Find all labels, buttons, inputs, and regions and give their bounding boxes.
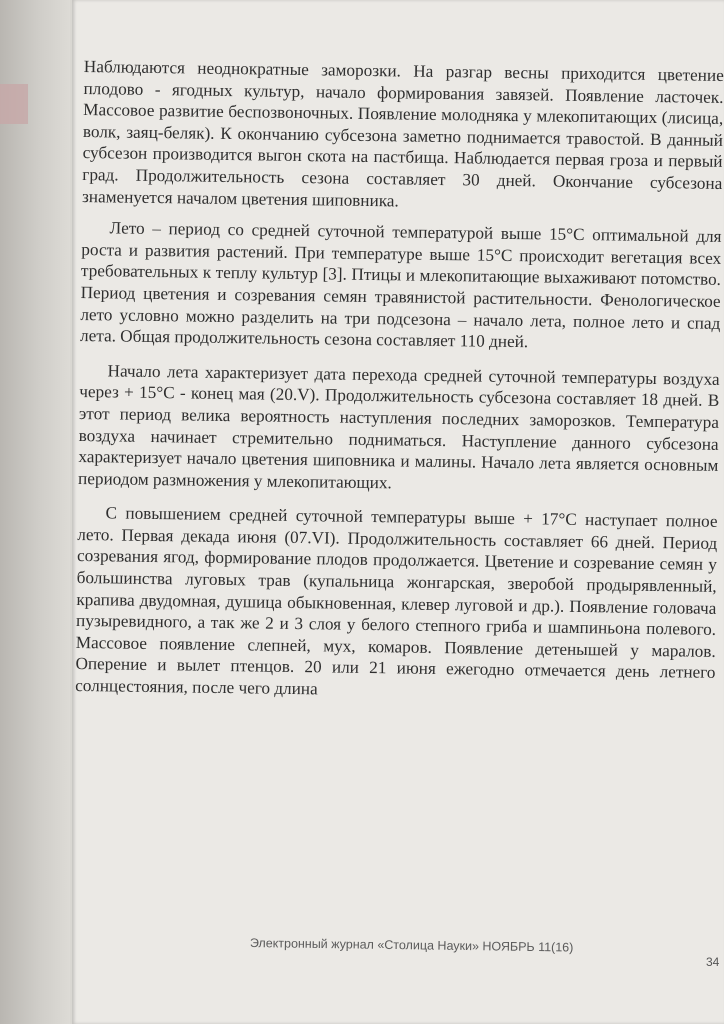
paragraph-spring-substage: Наблюдаются неоднократные заморозки. На разгар весны приходится цветение плодово - ягодных культур, начало формирования завязей. Появление ласточек. Массовое развитие беспозвоночных. Появление молодняка у млекопитающих (лисица, волк, заяц-беляк). К окончанию субсезона заметно поднимается травостой. В данный субсезон производится выгон скота на пастбища. Наблюдается первая гроза и первый град. Продолжительность сезона составляет 30 дней. Окончание субсезона знаменуется началом цветения шиповника.: [81, 56, 724, 210]
page-number: 34: [706, 955, 720, 969]
journal-footer: Электронный журнал «Столица Науки» НОЯБРЬ 11(16): [249, 936, 574, 955]
paragraph-full-summer: С повышением средней суточной температуры выше + 17°С наступает полное лето. Первая декада июня (07.VI). Продолжительность составляет 66 дней. Период созревания ягод, формирование плодов продолжается. Цветение и созревание семян у большинства луговых трав (купальница жонгарская, зверобой продырявленный, крапива двудомная, душица обыкновенная, клевер луговой и др.). Появление головача пузыревидного, а так же 2 и 3 слоя у белого степного гриба и шампиньона полевого. Массовое появление слепней, мух, комаров. Появление детенышей у маралов. Оперение и вылет птенцов. 20 или 21 июня ежегодно отмечается день летнего солнцестояния, после чего длина: [75, 503, 718, 699]
binding-mark: [0, 84, 28, 124]
body-text: [75, 56, 724, 718]
book-binding-edge: [0, 0, 70, 1024]
paragraph-early-summer: Начало лета характеризует дата перехода средней суточной температуры воздуха через + 15°С - конец мая (20.V). Продолжительность субсезона составляет 18 дней. В этот период велика вероятность наступления последних заморозков. Температура воздуха начинает стремительно подниматься. Наступление данного субсезона характеризует начало цветения шиповника и малины. Начало лета является основным периодом размножения у млекопитающих.: [77, 361, 720, 493]
paragraph-summer: Лето – период со средней суточной температурой выше 15°С оптимальной для роста и развития растений. При температуре выше 15°С происходит вегетация всех требовательных к теплу культур [3]. Птицы и млекопитающие выхаживают потомство. Период цветения и созревания семян травянистой растительности. Фенологическое лето условно можно разделить на три подсезона – начало лета, полное лето и спад лета. Общая продолжительность сезона составляет 110 дней.: [79, 218, 722, 352]
